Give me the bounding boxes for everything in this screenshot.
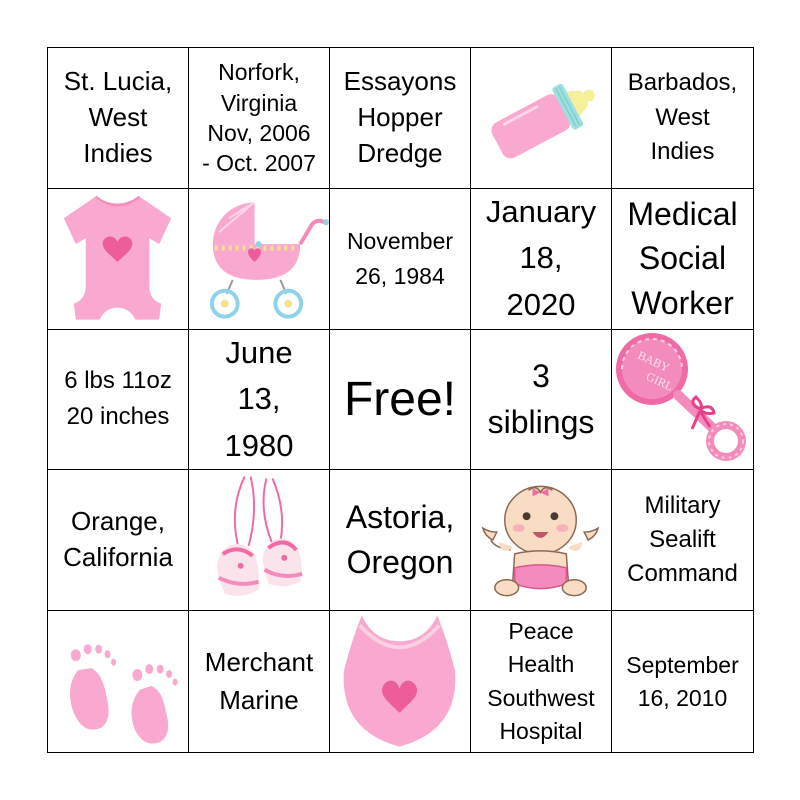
cell-text: Essayons Hopper Dredge — [343, 66, 457, 168]
cell-text: Orange, California — [63, 506, 173, 573]
cell-text: Medical Social Worker — [627, 195, 738, 322]
cell-text: Barbados, West Indies — [627, 68, 738, 166]
bingo-cell[interactable] — [612, 189, 753, 330]
cell-text: 3 siblings — [487, 358, 595, 441]
cell-text: Norfork, Virginia Nov, 2006 - Oct. 2007 — [202, 59, 316, 177]
onesie-icon — [48, 189, 188, 329]
baby-bib-icon — [330, 611, 470, 752]
bingo-cell[interactable] — [189, 48, 330, 189]
baby-footprints-icon — [48, 611, 188, 752]
baby-girl-icon — [471, 470, 611, 610]
bingo-cell[interactable] — [330, 330, 471, 471]
bingo-cell[interactable] — [330, 611, 471, 752]
bingo-cell[interactable] — [48, 470, 189, 611]
cell-text: June 13, 1980 — [224, 334, 294, 463]
bingo-cell[interactable] — [330, 189, 471, 330]
bingo-cell[interactable] — [471, 330, 612, 471]
bingo-cell[interactable] — [48, 189, 189, 330]
bingo-cell[interactable] — [189, 470, 330, 611]
baby-carriage-icon — [189, 189, 329, 329]
bingo-cell[interactable] — [189, 189, 330, 330]
baby-rattle-icon — [612, 330, 753, 470]
bingo-cell[interactable] — [612, 330, 753, 471]
rattle-text-girl: GIRL — [644, 369, 676, 394]
bingo-cell[interactable] — [330, 470, 471, 611]
baby-bottle-icon — [471, 48, 611, 188]
bingo-cell[interactable] — [471, 189, 612, 330]
cell-text: Merchant Marine — [204, 646, 314, 715]
bingo-cell[interactable] — [189, 330, 330, 471]
cell-text: St. Lucia, West Indies — [63, 66, 173, 168]
bingo-cell[interactable] — [48, 330, 189, 471]
cell-text: Peace Health Southwest Hospital — [487, 617, 595, 744]
bingo-cell[interactable] — [612, 48, 753, 189]
bingo-cell[interactable] — [471, 48, 612, 189]
cell-text: September 16, 2010 — [626, 652, 739, 711]
cell-text: January 18, 2020 — [485, 193, 597, 322]
bingo-cell[interactable] — [330, 48, 471, 189]
cell-text: 6 lbs 11oz 20 inches — [64, 367, 172, 431]
baby-shoes-icon — [189, 470, 329, 610]
bingo-cell[interactable] — [612, 470, 753, 611]
bingo-cell[interactable] — [471, 611, 612, 752]
bingo-cell[interactable] — [189, 611, 330, 752]
bingo-cell[interactable] — [612, 611, 753, 752]
bingo-cell[interactable] — [48, 48, 189, 189]
cell-text: November 26, 1984 — [346, 228, 454, 289]
rattle-text-baby: BABY — [635, 347, 672, 375]
bingo-board — [47, 47, 754, 753]
bingo-cell[interactable] — [48, 611, 189, 752]
cell-text: Astoria, Oregon — [345, 499, 455, 581]
bingo-cell[interactable] — [471, 470, 612, 611]
cell-text: Military Sealift Command — [627, 492, 738, 588]
cell-text: Free! — [343, 372, 457, 426]
